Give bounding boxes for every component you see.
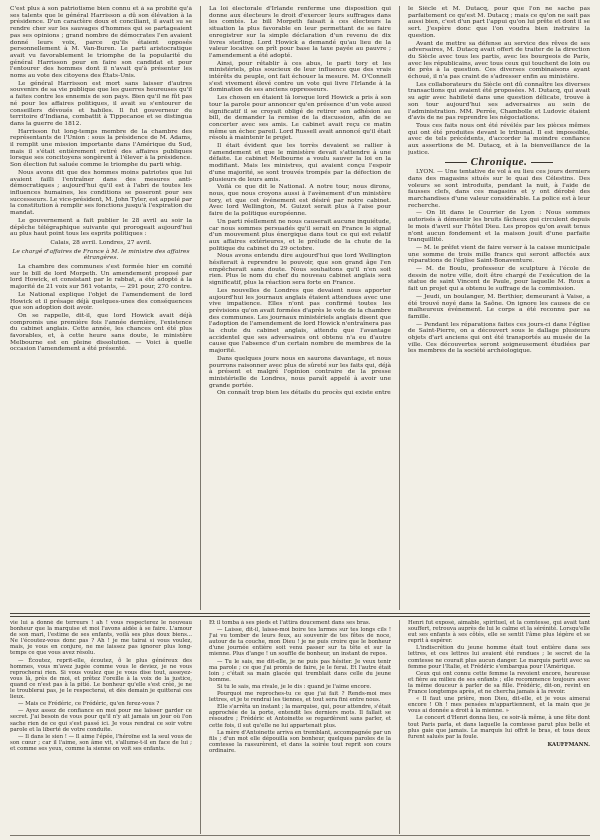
paragraph: Si tu le sais, ma rivale, je le dis : quand je l'aime encore. <box>217 683 372 690</box>
paragraph: On se rappelle, dit-il, que lord Howick avait déjà compromis une première fois l'année dernière, l'existence du cabinet anglais. Cette année, les chances ont été plus favorables, et, à cette heure sans doute, le ministère Melbourne est en pleine dissolution. — Voici à quelle occasion l'amendement a été présenté. <box>10 312 192 353</box>
paragraph: Ainsi, pour rétablir à ces abus, le parti tory et les ministériels, plus soucieux de leur influence que des vrais intérêts du peuple, ont fait échouer la mesure. M. O'Connell s'est vivement élevé contre un vote qui livre l'Irlande à la domination de ses anciens oppresseurs. <box>209 60 391 94</box>
paragraph: Henri fut exposé, aimable, spirituel, et la comtesse, qui avait tant souffert, retrouva auprès de lui le calme et la sérénité. Lorsqu'elle eut ses enfants à ses côtés, elle se sentit l'âme plus légère et se reprit à espérer. <box>408 620 590 645</box>
paragraph: Il était évident que les torrès devaient se rallier à l'amendement et que le ministère devait s'attendre à une défaite. Le cabinet Melbourne a voulu sauver la loi en la modifiant. Mais les ministres, qui avaient conçu l'espoir d'une majorité, se sont trouvés trompés par la défection de plusieurs de leurs amis. <box>209 143 391 183</box>
paragraph: Ceux qui ont connu cette femme la revoient encore, heureuse et fière au milieu de ses enfants ; elle recommence toujours avec la même douceur à parler de sa fille. Frédéric, dit-on, revint en France longtemps après, et ne chercha jamais à la revoir. <box>408 670 590 696</box>
paragraph: Un parti réellement ne nous causerait aucune inquiétude, car nous sommes persuadés qu'il serait en France le signal d'un mouvement plus énergique dans tout ce qui est relatif aux affaires extérieures, et le prélude de la chute de la politique du cabinet du 29 octobre. <box>209 218 391 252</box>
paragraph: Nous avons entendu dire aujourd'hui que lord Wellington hésiterait à reprendre le pouvoir, que son grand âge l'en empêcherait sans doute. Nous souhaitons qu'il n'en soit rien. Plus le nom du chef du nouveau cabinet anglais sera significatif, plus la réaction sera forte en France. <box>209 253 391 287</box>
paragraph: Et il tomba à ses pieds et l'attira doucement dans ses bras. <box>209 620 371 626</box>
chronique-title: Chronique. <box>470 156 528 169</box>
paragraph: — M. le préfet vient de faire verser à la caisse municipale une somme de trois mille francs qui seront affectés aux réparations de l'église Saint-Bonaventure. <box>408 244 590 265</box>
paragraph: La mère d'Antoinette arriva en tremblant, accompagnée par un fils ; d'un mot elle dépouilla son bonheur, quelques paroles de la comtesse la rassurèrent, et dans la soirée tout reprit son cours ordinaire. <box>209 729 391 754</box>
feuilleton-section <box>10 620 590 834</box>
feuilleton-divider <box>10 613 590 617</box>
dispatch-recipient: Le chargé d'affaires de France à M. le ministre des affaires étrangères. <box>12 248 190 262</box>
paragraph: — M. de Boulu, professeur de sculpture à l'école de dessin de notre ville, doit être chargé de l'exécution de la statue de saint Vincent de Paule, pour laquelle M. Roux a fait un projet qui a obtenu le suffrage de la commission. <box>408 266 590 293</box>
heading-ornament <box>445 162 467 163</box>
paragraph: — Ayez assez de confiance en moi pour me laisser garder ce secret. J'ai besoin de vous pour qu'il n'y ait jamais un jour où l'on sache rien de ce qui s'est passé ici. Je vous rendrai ce soir votre parole et la liberté de votre conduite. <box>10 708 192 733</box>
paragraph: L'indiscrétion du jeune homme était tout entière dans ses lettres, et ces lettres lui avaient été rendues ; le secret de la comtesse ne courait plus aucun danger. Le marquis partit avec sa femme pour l'Italie, et Frédéric s'embarqua pour l'Amérique. <box>408 645 590 670</box>
paragraph: Les chosen en étaient là lorsque lord Howick a pris à son tour la parole pour annoncer qu'en présence d'un vote aussi significatif il se croyait obligé de retirer son adhésion au bill, de demander la remise de la discussion, afin de se concerter avec ses amis. Le cabinet avait reçu ce matin même un échec pareil. Lord Russell avait annoncé qu'il était résolu à maintenir le projet. <box>209 95 391 142</box>
paragraph: C'est plus à son patriotisme bien connu et à sa probité qu'à ses talents que le général Harrisson a dû son élévation à la présidence. D'un caractère doux et conciliant, il avait su se rendre cher sur les sauvages d'hommes qui se partageaient pas ses opinions ; grand nombre de démocrates l'en avaient donné leurs voix, parce qu'ils étaient opposés personnellement à M. Van-Buren. Le parti aristocratique avait vu favorablement le triomphe de la popularité du général Harrisson pour en faire son candidat et pour l'entourer des hommes dont il n'avait qu'à présenter les noms au vote des citoyens des États-Unis. <box>10 6 192 80</box>
upper-column-1 <box>10 6 192 610</box>
paragraph: Elle s'arrêta un instant ; la marquise, qui, pour attendre, s'était approchée de la porte, entendit les derniers mots. Il fallait se résoudre ; Frédéric et Antoinette se regardèrent sans parler, et cette fois, il sut qu'elle ne lui appartenait plus. <box>209 704 391 729</box>
paragraph: — On lit dans le Courrier de Lyon : Nous sommes autorisés à démentir les bruits fâcheux qui circulent depuis le mois d'avril sur l'hôtel Dieu. Les propos qu'on avait tenus n'ont aucun fondement et la maison jouit d'une parfaite tranquillité. <box>408 210 590 244</box>
paragraph: Les nouvelles de Londres que devaient nous apporter aujourd'hui les journaux anglais étaient attendues avec une vive impatience. Elles n'ont pas confirmé toutes les prévisions qu'on avait formées d'après le vote de la chambre des communes. Les journaux ministériels anglais disent que l'adoption de l'amendement de lord Howick n'entraînera pas la chute du cabinet anglais, attendu que l'avantage accidentel que ses adversaires ont obtenu n'a eu d'autre cause que l'absence d'un certain nombre de membres de la majorité. <box>209 287 391 355</box>
column-divider <box>399 6 400 610</box>
paragraph: Le gouvernement a fait publier le 28 avril au soir la dépêche télégraphique suivante qui prorogeait aujourd'hui au plus haut point tous les esprits politiques : <box>10 217 192 238</box>
paragraph: Pourquoi me reproches-tu ce que j'ai fait ? Rends-moi mes lettres, et je te rendrai les tiennes, et tout sera fini entre nous. <box>209 691 391 704</box>
paragraph: Voilà ce que dit le National. A notre tour, nous dirons, nous, que nous croyons aussi à l'avènement d'un ministère tory, et que cet événement est désiré par notre cabinet. Avec lord Wellington, M. Guizot serait plus à l'aise pour faire de la politique européenne. <box>209 184 391 218</box>
feuilleton-column-2 <box>209 620 391 834</box>
paragraph: Tous ces faits nous ont été révélés par les pièces mêmes qui ont été produites devant le tribunal. Il est impossible, avec de tels précédents, d'accorder la moindre confiance aux assertions de M. Dutacq, et à la bienveillance de la justice. <box>408 122 590 156</box>
paragraph: vie lui a donné de terreurs ! ah ! vous respecterez le nouveau bonheur que la marquise et moi l'avons aidée à se faire. L'amour de son mari, l'estime de ses enfants, voilà ses plus doux biens... Ne l'écoutez-vous donc pas ? Ah ! je me tairai si vous voulez, mais, je vous en conjure, ne me laissez pas ignorer plus long-temps ce que vous avez résolu. <box>10 620 192 657</box>
upper-column-2 <box>209 6 391 610</box>
paragraph: — Jeudi, un boulanger, M. Berthier, demeurant à Vaise, a été trouvé noyé dans la Saône. On ignore les causes de ce malheureux événement. Le corps a été reconnu par sa famille. <box>408 293 590 320</box>
heading-ornament <box>531 162 553 163</box>
paragraph: Le National explique l'objet de l'amendement de lord Howick et il présage déjà quelques-unes des conséquences que son adoption doit avoir. <box>10 291 192 312</box>
paragraph: Nous avons dit que des hommes moins patriotes que lui avaient failli l'entraîner dans des mesures anti-démocratiques ; aujourd'hui qu'il est à l'abri de toutes les influences humaines, les conditions se poseront pour ses successeurs. Le vice-président, M. John Tyler, est appelé par la constitution à remplir ses fonctions jusqu'à l'expiration du mandat. <box>10 169 192 217</box>
feuilleton-column-1 <box>10 620 192 834</box>
upper-column-3 <box>408 6 590 610</box>
column-divider <box>200 620 201 834</box>
paragraph: Le concert d'Henri donna lieu, ce soir-là même, à une fête dont tout Paris parla, et dans laquelle la comtesse parut plus belle et plus gaie que jamais. Le marquis lui offrit le bras, et tous deux furent salués par la foule. <box>408 715 590 740</box>
author-signature: KAUFFMANN. <box>547 741 590 748</box>
paragraph: — Mais ce Frédéric, ce Frédéric, qu'en ferez-vous ? <box>18 701 160 708</box>
paragraph: le Siècle et M. Dutacq, pour que l'on ne sache pas parfaitement ce qu'est M. Dutacq ; mais ce qu'on ne sait pas aussi bien, c'est d'un part l'appui qu'on lui prête et dont il se sert. J'espère donc que l'on voudra bien instruire la question. <box>408 6 590 39</box>
paragraph: LYON. — Une tentative de vol à eu lieu ces jours derniers dans des magasins situés sur le quai des Célestins. Des voleurs se sont introduits, pendant la nuit, à l'aide de fausses clefs, dans ces magasins et y ont dérobé des marchandises d'une valeur considérable. La police est à leur recherche. <box>408 169 590 209</box>
feuilleton-column-3 <box>408 620 590 834</box>
paragraph: Les collaborateurs du Siècle ont dû connaître les diverses transactions qui avaient été proposées. M. Dutacq, qui avait su agir avec habileté dans une question délicate, trouve à son tour aujourd'hui ses adversaires au sein de l'administration. MM. Perrée, Chambolle et Ludovic étaient d'avis de ne pas reprendre les négociations. <box>408 81 590 122</box>
paragraph: Dans quelques jours nous en saurons davantage, et nous pourrons raisonner avec plus de sûreté sur les faits qui, déjà à présent et malgré l'opinion contraire de la presse ministérielle de Londres, nous paraît appelé à avoir une grande portée. <box>209 355 391 389</box>
paragraph: — Écoutez, reprit-elle, écoutez, ô le plus généreux des hommes, vous m'avez jugée comme vous le deviez, je ne vous reprocherai rien. Si vous voulez que je vous dise tout, asseyez-vous là, près de moi, et prêtez l'oreille à la voix de la justice, quand ce n'est pas à la pitié. Le bonheur qu'elle s'est créé, je ne le troublerai pas, je le respecterai, et dès demain je quitterai ces lieux. <box>10 657 192 701</box>
paragraph: — Il dans le sien ! — Il aime l'épée, l'héroïne est la seul vous de son cœur ; car il l'aime, son âme vit, s'allume-t-il en face de lui ; et comme ses yeux, comme la sienne on voit ses enfants. <box>10 733 192 752</box>
chronique-heading <box>408 156 590 169</box>
paragraph: On connaît trop bien les détails du procès qui existe entre <box>217 390 391 397</box>
paragraph: Harrisson fut long-temps membre de la chambre des représentants de l'Union : sous la présidence de M. Adams, il remplit une mission importante dans l'Amérique du Sud, mais il s'était entièrement retiré des affaires publiques lorsque ses concitoyens songèrent à l'élever à la présidence. Son élection fut saluée comme le triomphe du parti whig. <box>10 128 192 169</box>
paragraph: « Il faut une prière, mon Dieu, dit-elle, et je vous aimerai encore ! Oh ! mes pensées m'appartiennent, et la main que je vous ai donnée a droit à la mienne. » <box>408 696 590 715</box>
paragraph: — Pendant les réparations faites ces jours-ci dans l'église de Saint-Pierre, on a découvert sous le dallage plusieurs objets d'art anciens qui ont été transportés au musée de la ville. Ces découvertes seront soigneusement étudiées par les membres de la société archéologique. <box>408 321 590 355</box>
dispatch-place: Calais, 28 avril. Londres, 27 avril. <box>50 239 152 246</box>
paragraph: Le général Harrisson est mort sans laisser d'autres souvenirs de sa vie publique que les guerres heureuses qu'il a faites contre les ennemis de son pays. Bien qu'il ne fût pas né pour les affaires politiques, il avait su s'entourer de conseillers dévoués et habiles. Il fut gouverneur du territoire d'Indiana, combattit à Tippecanoe et se distingua dans la guerre de 1812. <box>10 80 192 127</box>
paragraph: Avant de mettre sa défense au service des rêves de ses adversaires, M. Dutacq avait offert de traiter de la direction du Siècle avec tous les partis, avec les bourgeois de Paris, avec les républicains, avec tous ceux qui touchent de loin ou de près à la question. Ces diverses combinaisons ayant échoué, il n'a pas craint de s'adresser enfin au ministère. <box>408 40 590 81</box>
upper-section <box>10 6 590 610</box>
column-divider <box>200 6 201 610</box>
paragraph: La chambre des communes s'est formée hier en comité sur le bill de lord Morpeth. Un amendement proposé par lord Howick, et consistant par le rabbat, a été adopté à la majorité de 21 voix sur 561 votants, — 291 pour, 270 contre. <box>10 264 192 291</box>
column-divider <box>399 620 400 834</box>
bottom-rule <box>10 835 590 836</box>
paragraph: La loi électorale d'Irlande renferme une disposition qui donne aux électeurs le droit d'exercer leurs suffrages dans les comtés. Le bill Morpeth faisait à ces électeurs la situation la plus favorable en leur permettant de se faire enregistrer sur la simple déclaration d'un revenu de dix livres sterling. Lord Howick a demandé qu'au lieu de la valeur locative on prît pour base la taxe payée au pauvre ; l'amendement a été adopté. <box>209 6 391 59</box>
paragraph: — Tu le sais, me dit-elle, je ne puis pas hésiter. Je veux tenir ma parole ; ce que j'ai promis de faire, je le ferai. Et l'autre était loin ; c'était sa main glacée qui tremblait dans celle du jeune homme. <box>209 658 391 683</box>
paragraph: — Laisse, dit-il, laisse-moi boire tes larmes sur tes longs cils ! J'ai vu tomber de leurs feux, au souvenir de tes fêtes de noce, autour de ta couche, mon Dieu ! je ne puis croire que le bonheur d'une journée entière soit venu passer sur ta tête et sur la mienne. Plus d'ange ! un souffle de bonheur, un instant de repos. <box>209 627 391 658</box>
